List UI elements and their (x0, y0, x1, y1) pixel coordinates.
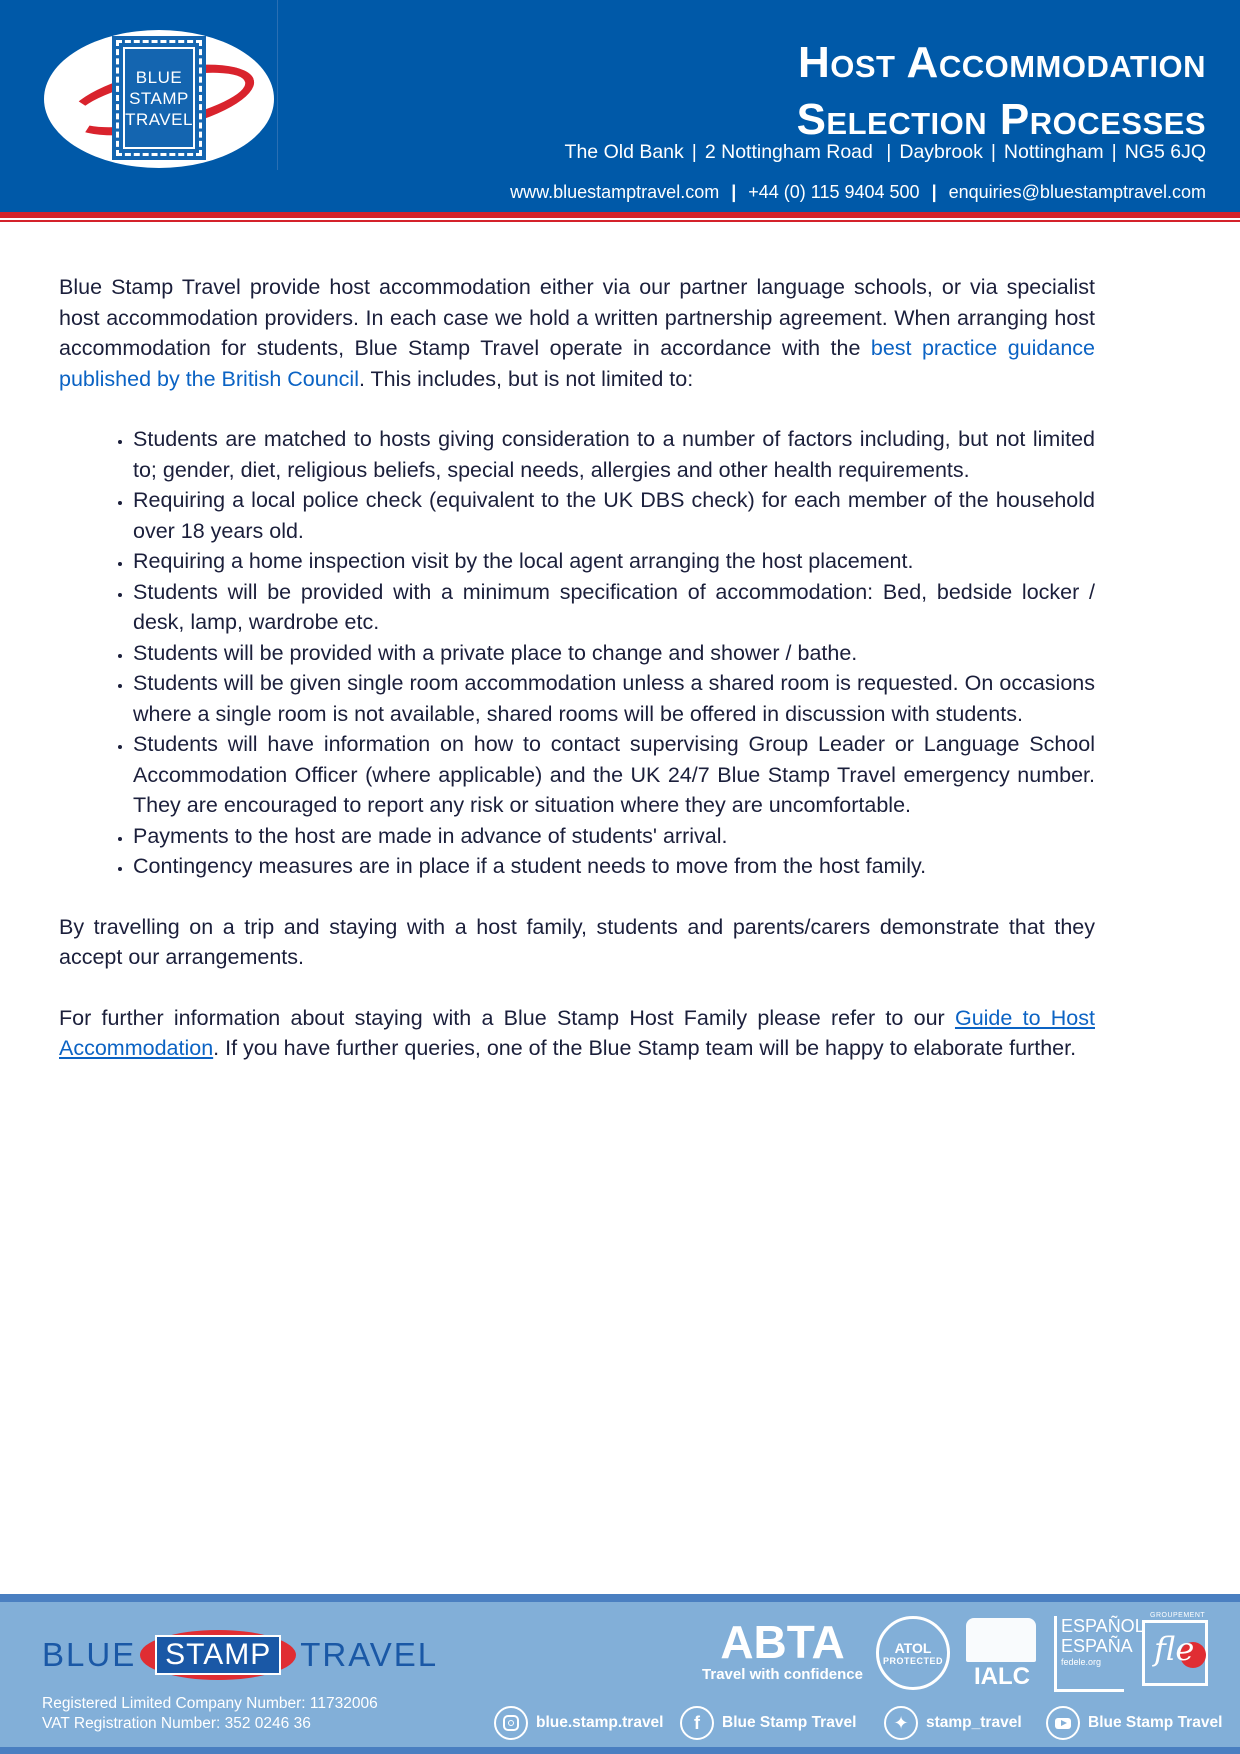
address-street: 2 Nottingham Road (704, 141, 873, 163)
list-item: • Students will be given single room accommodation unless a shared room is requested. On occasions where a single room is not available, shared rooms will be offered in discussion with students. (133, 668, 1095, 729)
accreditation-logos (700, 1608, 1220, 1698)
website-link[interactable]: www.bluestamptravel.com (510, 182, 720, 202)
instagram-icon (494, 1706, 528, 1740)
list-item: • Contingency measures are in place if a student needs to move from the host family. (133, 851, 1095, 882)
groupement-fle-logo: GROUPEMENT fle (1140, 1614, 1212, 1692)
intro-paragraph: Blue Stamp Travel provide host accommodation either via our partner language schools, or via specialist host accommodation providers. In each case we hold a written partnership agreement. When arranging host accommodation for students, Blue Stamp Travel operate in accordance with the best practice guidance published by the British Council. This includes, but is not limited to: (59, 275, 1095, 391)
twitter-icon: ✦ (884, 1706, 918, 1740)
logo-stamp-text (123, 47, 195, 149)
list-item: • Students are matched to hosts giving consideration to a number of factors including, but not limited to; gender, diet, religious beliefs, special needs, allergies and other health requirements. (133, 424, 1095, 485)
logo-line-3: TRAVEL (125, 109, 193, 129)
contact-line: www.bluestamptravel.com | +44 (0) 115 9404 500 | enquiries@bluestamptravel.com (510, 182, 1206, 202)
address-building: The Old Bank (564, 141, 684, 163)
address-area: Daybrook (899, 141, 983, 163)
footer-brand-oval (140, 1630, 296, 1680)
phone-number[interactable]: +44 (0) 115 9404 500 (748, 182, 920, 202)
list-item: • Students will be provided with a private place to change and shower / bathe. (133, 638, 1095, 669)
title-line-1: Host Accommodation (797, 38, 1206, 87)
header-red-band (0, 212, 1240, 218)
footer-brand-middle: STAMP (165, 1638, 272, 1671)
footer-brand-right: TRAVEL (300, 1636, 439, 1673)
youtube-icon (1046, 1706, 1080, 1740)
social-twitter[interactable]: ✦ stamp_travel (884, 1704, 1022, 1742)
logo-line-1: BLUE (135, 67, 183, 87)
title-line-2: Selection Processes (796, 95, 1206, 144)
requirements-list (59, 424, 1095, 882)
further-info-paragraph: For further information about staying with a Blue Stamp Host Family please refer to our Guide to Host Accommodation. If you have further queries, one of the Blue Stamp team will be happy to elaborate further. (59, 1005, 1095, 1060)
facebook-icon: f (680, 1706, 714, 1740)
globe-icon (966, 1618, 1036, 1662)
guide-to-host-accommodation-link[interactable]: Guide to Host Accommodation (59, 1005, 1095, 1060)
address-line: The Old Bank | 2 Nottingham Road | Daybrook | Nottingham | NG5 6JQ (564, 141, 1206, 163)
social-facebook[interactable]: f Blue Stamp Travel (680, 1704, 856, 1742)
abta-logo: ABTA Travel with confidence (702, 1616, 863, 1683)
logo-stamp (116, 40, 202, 156)
espanol-en-espana-logo: ESPAÑOL ESPAÑA fedele.org (1054, 1616, 1124, 1692)
social-instagram[interactable]: blue.stamp.travel (494, 1704, 664, 1742)
footer-bottom-line (0, 1747, 1240, 1754)
company-number: Registered Limited Company Number: 11732006 (42, 1695, 378, 1712)
british-council-link[interactable]: best practice guidance published by the British Council (59, 336, 1095, 391)
page-footer (0, 1602, 1240, 1747)
acceptance-paragraph: By travelling on a trip and staying with a host family, students and parents/carers demonstrate that they accept our arrangements. (59, 914, 1095, 969)
page-header (0, 0, 1240, 212)
footer-brand-left: BLUE (42, 1636, 137, 1673)
address-city: Nottingham (1003, 141, 1104, 163)
list-item: • Requiring a home inspection visit by the local agent arranging the host placement. (133, 546, 1095, 577)
address-postcode: NG5 6JQ (1124, 141, 1206, 163)
company-logo (44, 30, 274, 168)
ialc-logo: IALC (966, 1618, 1038, 1690)
document-body (59, 272, 1095, 1064)
header-divider (277, 0, 278, 170)
list-item: • Students will be provided with a minimum specification of accommodation: Bed, bedside locker / desk, lamp, wardrobe etc. (133, 577, 1095, 638)
page-title (797, 34, 1206, 148)
vat-number: VAT Registration Number: 352 0246 36 (42, 1715, 311, 1732)
registration-info (42, 1694, 378, 1734)
list-item: • Payments to the host are made in advance of students' arrival. (133, 821, 1095, 852)
logo-line-2: STAMP (129, 88, 189, 108)
footer-top-line (0, 1594, 1240, 1602)
social-youtube[interactable]: Blue Stamp Travel (1046, 1704, 1222, 1742)
header-red-line (0, 220, 1240, 222)
list-item: • Students will have information on how to contact supervising Group Leader or Language School Accommodation Officer (where applicable) and the UK 24/7 Blue Stamp Travel emergency number. They are encouraged to report any risk or situation where they are uncomfortable. (133, 729, 1095, 821)
list-item: • Requiring a local police check (equivalent to the UK DBS check) for each member of the household over 18 years old. (133, 485, 1095, 546)
footer-brand-logo (42, 1630, 438, 1680)
atol-logo: ATOL PROTECTED (876, 1616, 950, 1690)
email-link[interactable]: enquiries@bluestamptravel.com (948, 182, 1206, 202)
